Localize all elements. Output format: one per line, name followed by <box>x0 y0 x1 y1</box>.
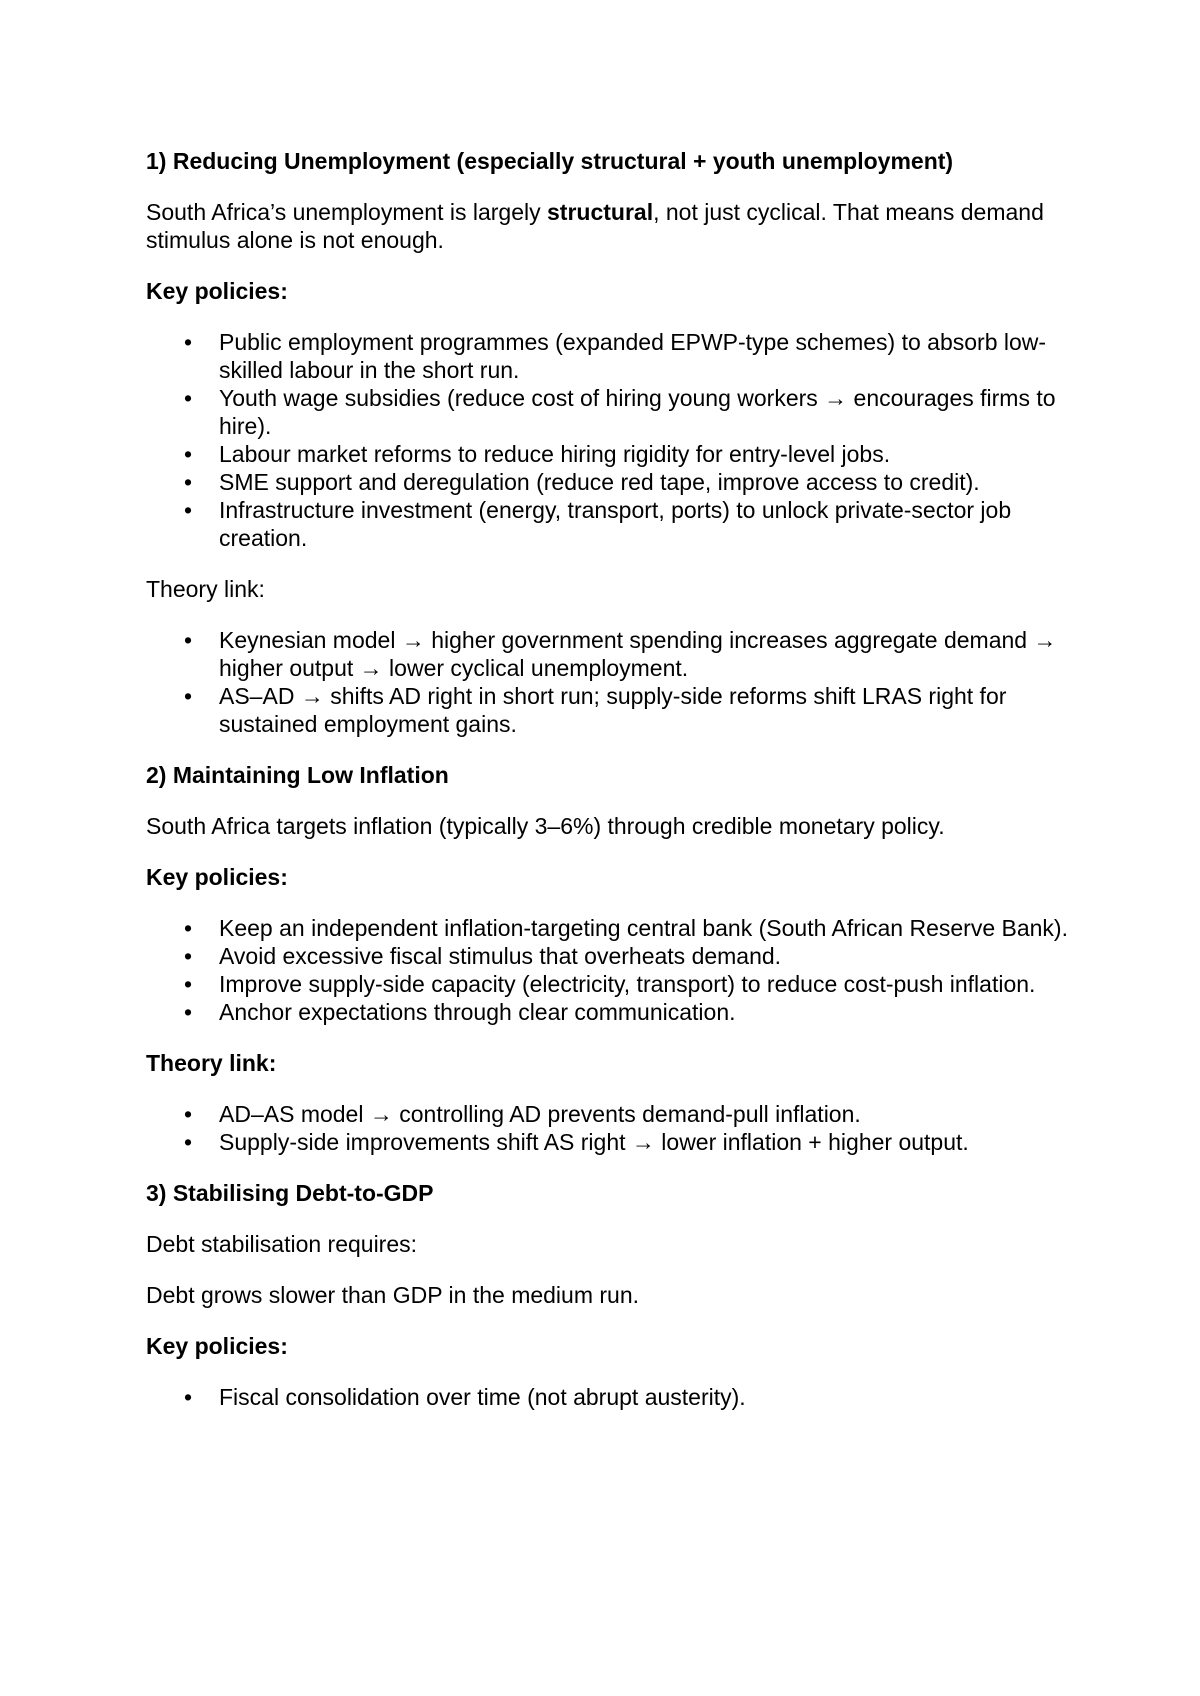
bullet-icon: • <box>183 943 193 969</box>
section-2-policy-list <box>146 914 1086 1026</box>
section-3-policy-list <box>146 1383 1086 1411</box>
section-2-key-policies-label: Key policies: <box>146 864 288 890</box>
section-2-theory-list <box>146 1100 1086 1156</box>
list-item <box>146 468 1086 496</box>
list-item-text: AD–AS model → controlling AD prevents demand-pull inflation. <box>219 1101 861 1127</box>
list-item <box>146 942 1086 970</box>
section-1-intro <box>146 198 1086 254</box>
list-item <box>146 998 1086 1026</box>
list-item <box>146 970 1086 998</box>
list-item-text: SME support and deregulation (reduce red tape, improve access to credit). <box>219 469 980 495</box>
section-1-key-policies-label: Key policies: <box>146 278 288 304</box>
list-item-text: AS–AD → shifts AD right in short run; supply-side reforms shift LRAS right for sustained employment gains. <box>219 683 1007 737</box>
list-item <box>146 328 1086 384</box>
bullet-icon: • <box>183 329 193 355</box>
list-item <box>146 626 1086 682</box>
bullet-icon: • <box>183 915 193 941</box>
list-item <box>146 1383 1086 1411</box>
list-item-text: Youth wage subsidies (reduce cost of hiring young workers → encourages firms to hire). <box>219 385 1056 439</box>
list-item <box>146 440 1086 468</box>
section-2-intro: South Africa targets inflation (typically 3–6%) through credible monetary policy. <box>146 813 945 839</box>
bullet-icon: • <box>183 469 193 495</box>
section-3-intro: Debt stabilisation requires: <box>146 1231 418 1257</box>
bullet-icon: • <box>183 971 193 997</box>
list-item <box>146 682 1086 738</box>
section-1-policy-list <box>146 328 1086 552</box>
section-1-theory-list <box>146 626 1086 738</box>
document-page <box>146 147 1086 1434</box>
list-item-text: Supply-side improvements shift AS right → lower inflation + higher output. <box>219 1129 969 1155</box>
list-item-text: Fiscal consolidation over time (not abrupt austerity). <box>219 1384 746 1410</box>
list-item-text: Anchor expectations through clear communication. <box>219 999 736 1025</box>
intro-bold-text: structural <box>547 199 654 225</box>
bullet-icon: • <box>183 627 193 653</box>
list-item-text: Avoid excessive fiscal stimulus that overheats demand. <box>219 943 782 969</box>
bullet-icon: • <box>183 1101 193 1127</box>
list-item <box>146 914 1086 942</box>
section-3-requirement: Debt grows slower than GDP in the medium run. <box>146 1282 640 1308</box>
section-2-heading: 2) Maintaining Low Inflation <box>146 762 449 788</box>
section-3-heading: 3) Stabilising Debt-to-GDP <box>146 1180 434 1206</box>
intro-text-end: , not just cyclical. That means demand stimulus alone is not enough. <box>146 199 1044 253</box>
section-3-key-policies-label: Key policies: <box>146 1333 288 1359</box>
list-item-text: Keep an independent inflation-targeting central bank (South African Reserve Bank). <box>219 915 1068 941</box>
list-item <box>146 1128 1086 1156</box>
bullet-icon: • <box>183 385 193 411</box>
intro-text: South Africa’s unemployment is largely <box>146 199 547 225</box>
bullet-icon: • <box>183 497 193 523</box>
bullet-icon: • <box>183 999 193 1025</box>
list-item <box>146 496 1086 552</box>
bullet-icon: • <box>183 683 193 709</box>
list-item-text: Infrastructure investment (energy, transport, ports) to unlock private-sector job creation. <box>219 497 1012 551</box>
list-item-text: Public employment programmes (expanded EPWP-type schemes) to absorb low-skilled labour in the short run. <box>219 329 1047 383</box>
list-item-text: Improve supply-side capacity (electricity, transport) to reduce cost-push inflation. <box>219 971 1036 997</box>
section-1-heading: 1) Reducing Unemployment (especially structural + youth unemployment) <box>146 148 954 174</box>
section-2-theory-label: Theory link: <box>146 1050 277 1076</box>
bullet-icon: • <box>183 1129 193 1155</box>
list-item <box>146 1100 1086 1128</box>
list-item-text: Keynesian model → higher government spending increases aggregate demand → higher output → lower cyclical unemployment. <box>219 627 1057 681</box>
section-1-theory-label: Theory link: <box>146 576 265 602</box>
list-item <box>146 384 1086 440</box>
list-item-text: Labour market reforms to reduce hiring rigidity for entry-level jobs. <box>219 441 891 467</box>
bullet-icon: • <box>183 441 193 467</box>
bullet-icon: • <box>183 1384 193 1410</box>
